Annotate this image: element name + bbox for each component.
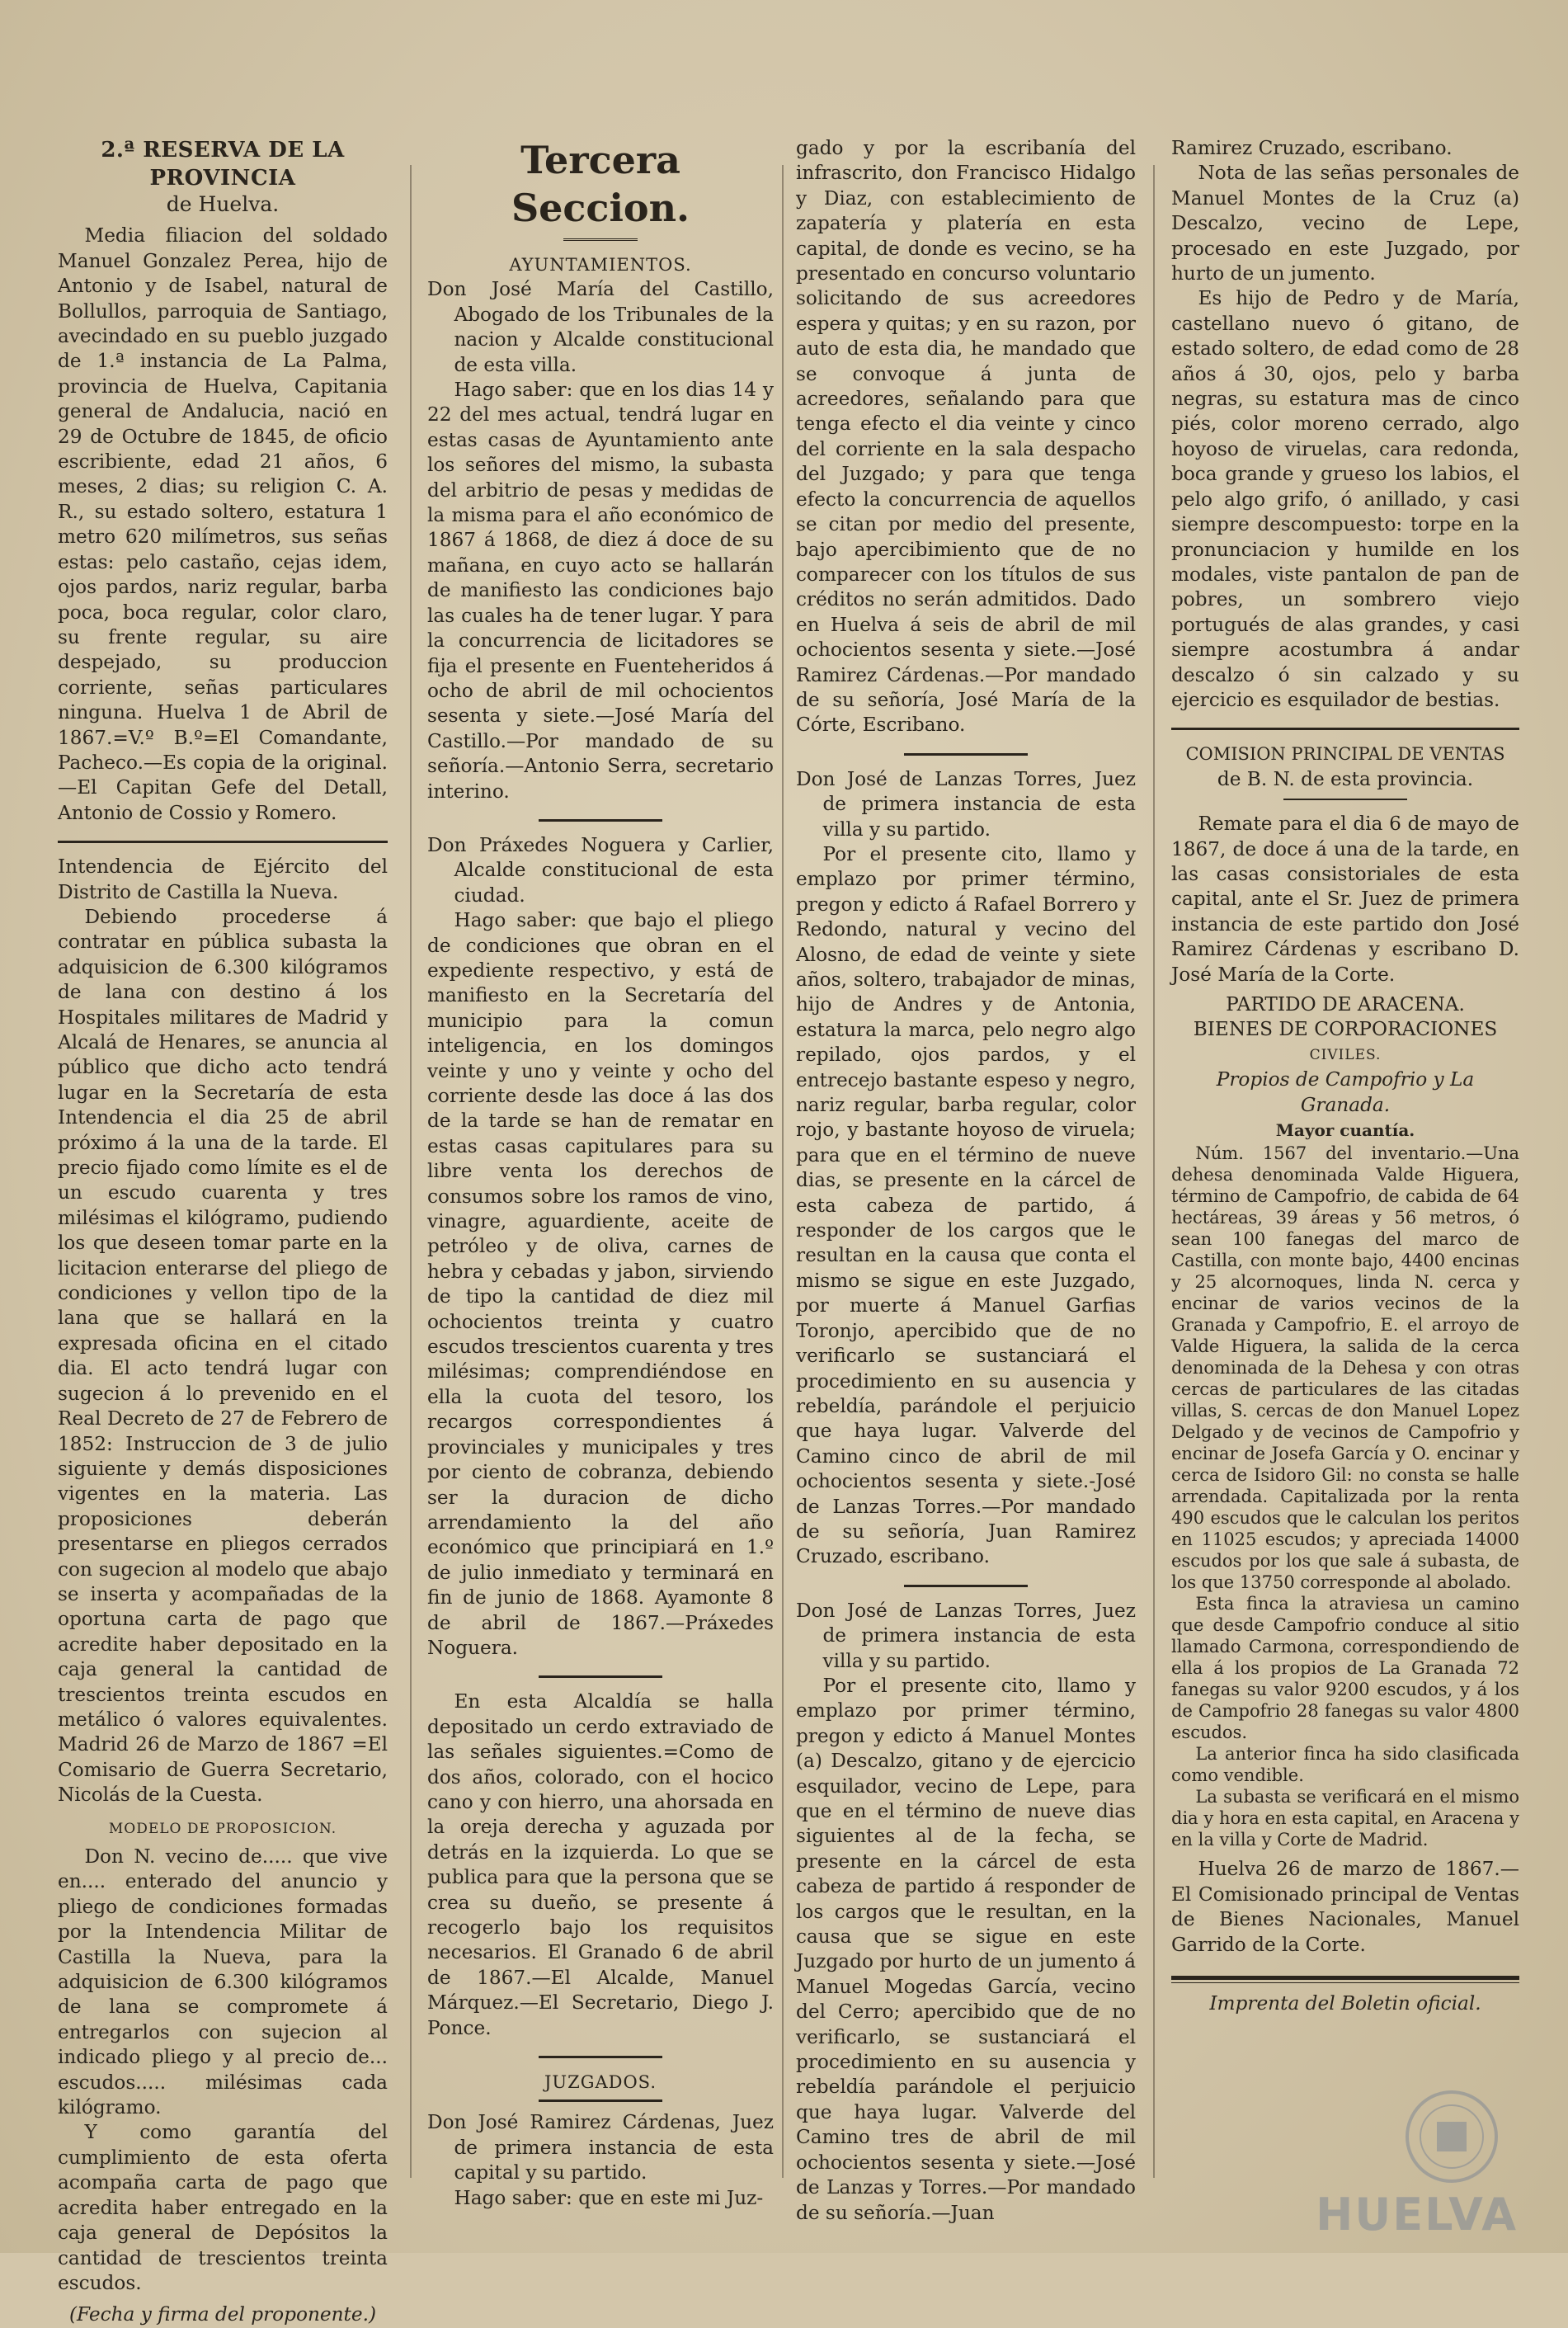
camino-text: Esta finca la atraviesa un camino que desde Campofrio conduce al sitio llamado Carmona, correspondiendo de ella á los propios de La Granada 72 fanegas su valor 9200 escudos, y á los de Campofrio 28 fanegas su valor 4800 escudos.: [1171, 1594, 1519, 1743]
ramirez-text-continued: gado y por la escribanía del infrascrito, don Francisco Hidalgo y Diaz, con establecimiento de zapatería y platería en esta capital, de donde es vecino, se ha presentado en concurso voluntario solicitando de sus acreedores espera y quitas; y en su razon, por auto de esta dia, he mandado que se convoque á junta de acreedores, señalando para que tenga efecto el dia veinte y cinco del corriente en la sala despacho del Juzgado; y para que tenga efecto la concurrencia de aquellos se citan por medio del presente, bajo apercibimiento que de no comparecer con los títulos de sus créditos no serán admitidos. Dado en Huelva á seis de abril de mil ochocientos sesenta y siete.—José Ramirez Cárdenas.—Por mandado de su señoría, José María de la Córte, Escribano.: [796, 137, 1136, 737]
partido-heading: PARTIDO DE ARACENA.: [1226, 993, 1465, 1016]
column-4: [1171, 136, 1519, 2231]
nota-heading: Nota de las señas personales de Manuel Montes de la Cruz (a) Descalzo, vecino de Lepe, procesado en este Juzgado, por hurto de un jumento.: [1171, 162, 1519, 285]
separator: [904, 1585, 1028, 1587]
reserva-title: 2.ª RESERVA DE LA PROVINCIA: [101, 138, 345, 191]
reserva-subtitle: de Huelva.: [166, 192, 280, 216]
ayuntamientos-heading: AYUNTAMIENTOS.: [509, 255, 692, 275]
imprenta-text: Imprenta del Boletin oficial.: [1209, 1992, 1481, 2015]
intendencia-heading: Intendencia de Ejército del Distrito de Castilla la Nueva.: [58, 855, 388, 903]
mayor-cuantia-heading: Mayor cuantía.: [1275, 1120, 1415, 1141]
separator: [904, 753, 1028, 756]
subasta-text: La subasta se verificará en el mismo dia y hora en esta capital, en Aracena y en la villa y Corte de Madrid.: [1171, 1787, 1519, 1850]
lanzas-text-2: Por el presente cito, llamo y emplazo por primer término, pregon y edicto á Manuel Montes (a) Descalzo, gitano y de ejercicio esquilador, vecino de Lepe, para que en el término de nueve dias siguientes al de la fecha, se presente en la cárcel de esta cabeza de partido á responder de los cargos que le resultan, en la causa que se sigue en este Juzgado por hurto de un jumento á Manuel Mogedas García, vecino del Cerro; apercibido que de no verificarlo, se sustanciará el procedimiento en su ausencia y rebeldía parándole el perjuicio que haya lugar. Valverde del Camino tres de abril de mil ochocientos sesenta y siete.—José de Lanzas y Torres.—Por mandado de su señoría.—Juan: [796, 1674, 1136, 2224]
modelo-signature: (Fecha y firma del proponente.): [69, 2303, 376, 2326]
propios-heading: Propios de Campofrio y La Granada.: [1216, 1068, 1475, 1116]
column-2: [427, 136, 774, 2231]
column-rule: [782, 165, 784, 2178]
separator: [58, 841, 388, 843]
library-stamp-icon: [1316, 2087, 1518, 2244]
filiacion-text: Media filiacion del soldado Manuel Gonzalez Perea, hijo de Antonio y de Isabel, natural de Bollullos, parroquia de Santiago, avecindado en su pueblo juzgado de 1.ª instancia de La Palma, provincia de Huelva, Capitania general de Andalucia, nació en 29 de Octubre de 1845, de oficio escribiente, edad 21 años, 6 meses, 2 dias; su religion C. A. R., su estado soltero, estatura 1 metro 620 milímetros, sus señas estas: pelo castaño, cejas idem, ojos pardos, nariz regular, barba poca, boca regular, color claro, su frente regular, su aire despejado, su produccion corriente, señas particulares ninguna. Huelva 1 de Abril de 1867.=V.º B.º=El Comandante, Pacheco.—Es copia de la original.—El Capitan Gefe del Detall, Antonio de Cossio y Romero.: [58, 224, 388, 824]
section-title: Tercera Seccion.: [511, 138, 690, 230]
column-rule: [1153, 165, 1155, 2178]
separator: [1283, 799, 1407, 800]
lanzas-heading-2: Don José de Lanzas Torres, Juez de primera instancia de esta villa y su partido.: [796, 1599, 1136, 1672]
column-3: [796, 136, 1136, 2231]
separator: [563, 238, 638, 241]
castillo-heading: Don José María del Castillo, Abogado de los Tribunales de la nacion y Alcalde constitucional de esta villa.: [427, 278, 774, 376]
vendible-text: La anterior finca ha sido clasificada como vendible.: [1171, 1744, 1519, 1786]
nota-text: Es hijo de Pedro y de María, castellano nuevo ó gitano, de estado soltero, de edad como de 28 años á 30, ojos, pelo y barba negras, su estatura mas de cinco piés, color moreno cerrado, algo hoyoso de viruelas, cara redonda, boca grande y grueso los labios, el pelo algo grifo, ó anillado, y casi siempre descompuesto: torpe en la pronunciacion y humilde en los modales, viste pantalon de pan de pobres, un sombrero viejo portugués de alas grandes, y casi siempre acostumbra á andar descalzo ó sin calzado y su ejercicio es esquilador de bestias.: [1171, 287, 1519, 711]
firma-text: Huelva 26 de marzo de 1867.—El Comisionado principal de Ventas de Bienes Nacionales, Manuel Garrido de la Corte.: [1171, 1858, 1519, 1956]
modelo-heading: MODELO DE PROPOSICION.: [108, 1820, 337, 1837]
separator: [539, 2099, 662, 2102]
civiles-heading: CIVILES.: [1309, 1046, 1382, 1063]
noguera-heading: Don Práxedes Noguera y Carlier, Alcalde constitucional de esta ciudad.: [427, 833, 774, 907]
column-rule: [410, 165, 412, 2178]
lanzas-heading-1: Don José de Lanzas Torres, Juez de primera instancia de esta villa y su partido.: [796, 767, 1136, 841]
lanzas-text-1: Por el presente cito, llamo y emplazo por primer término, pregon y edicto á Rafael Borrero y Redondo, natural y vecino del Alosno, de edad de veinte y siete años, soltero, trabajador de minas, hijo de Andres y de Antonia, estatura la marca, pelo negro algo repilado, ojos pardos, y el entrecejo bastante espeso y negro, nariz regular, barba regular, color rojo, y bastante hoyoso de viruela; para que en el término de nueve dias, se presente en la cárcel de esta cabeza de partido, á responder de los cargos que le resultan en la causa que conta el mismo se sigue en este Juzgado, por muerte á Manuel Garfias Toronjo, apercibido que de no verificarlo se sustanciará el procedimiento en su ausencia y rebeldía, parándole el perjuicio que haya lugar. Valverde del Camino cinco de abril de mil ochocientos sesenta y siete.-José de Lanzas Torres.—Por mandado de su señoría, Juan Ramirez Cruzado, escribano.: [796, 842, 1136, 1568]
stamp-text: HUELVA: [1316, 2189, 1518, 2241]
separator: [539, 2056, 662, 2058]
finca-text: Núm. 1567 del inventario.—Una dehesa denominada Valde Higuera, término de Campofrio, de cabida de 64 hectáreas, 39 áreas y 56 metros, ó sean 100 fanegas del marco de Castilla, con monte bajo, 4400 encinas y 25 alcornoques, linda N. cerca y encinar de varios vecinos de la Granada y Campofrio, E. el arroyo de Valde Higuera, la salida de la cerca denominada de la Dehesa y con otras cercas de particulares de las citadas villas, S. cercas de don Manuel Lopez Delgado y de vecinos de Campofrio y encinar de Josefa García y O. encinar y cerca de Isidoro Gil: no consta se halle arrendada. Capitalizada por la renta 490 escudos que le calculan los peritos en 11025 escudos; y apreciada 14000 escudos por los que sale á subasta, de los que 13750 corresponde al abolado.: [1171, 1143, 1519, 1593]
separator: [539, 1675, 662, 1678]
juzgados-heading: JUZGADOS.: [544, 2072, 657, 2093]
ramirez-heading: Don José Ramirez Cárdenas, Juez de primera instancia de esta capital y su partido.: [427, 2111, 774, 2184]
granado-text: En esta Alcaldía se halla depositado un cerdo extraviado de las señales siguientes.=Como de dos años, colorado, con el hocico cano y con hierro, una ahorsada en la oreja derecha y aguzada por detrás en la izquierda. Lo que se publica para que la persona que se crea su dueño, se presente á recogerlo bajo los requisitos necesarios. El Granado 6 de abril de 1867.—El Alcalde, Manuel Márquez.—El Secretario, Diego J. Ponce.: [427, 1690, 774, 2039]
modelo-text-2: Y como garantía del cumplimiento de esta oferta acompaña carta de pago que acredita haber entregado en la caja general de Depósitos la cantidad de trescientos treinta escudos.: [58, 2121, 388, 2294]
footer-rule: [1171, 1976, 1519, 1983]
comision-heading: COMISION PRINCIPAL DE VENTAS: [1185, 744, 1505, 765]
bienes-heading: BIENES DE CORPORACIONES: [1193, 1018, 1498, 1041]
lanzas-text-2-continued: Ramirez Cruzado, escribano.: [1171, 137, 1453, 159]
ramirez-text: Hago saber: que en este mi Juz-: [454, 2186, 764, 2209]
column-1: [58, 136, 388, 2326]
remate-text: Remate para el dia 6 de mayo de 1867, de doce á una de la tarde, en las casas consistoriales de esta capital, ante el Sr. Juez de primera instancia de este partido don José Ramirez Cárdenas y escribano D. José María de la Corte.: [1171, 813, 1519, 986]
modelo-text-1: Don N. vecino de..... que vive en.... enterado del anuncio y pliego de condiciones formadas por la Intendencia Militar de Castilla la Nueva, para la adquisicion de 6.300 kilógramos de lana se compromete á entregarlos con sujecion al indicado pliego y al precio de... escudos..... milésimas cada kilógramo.: [58, 1845, 388, 2119]
castillo-text: Hago saber: que en los dias 14 y 22 del mes actual, tendrá lugar en estas casas de Ayuntamiento ante los señores del mismo, la subasta del arbitrio de pesas y medidas de la misma para el año económico de 1867 á 1868, de diez á doce de su mañana, en cuyo acto se hallarán de manifiesto las condiciones bajo las cuales ha de tener lugar. Y para la concurrencia de licitadores se fija el presente en Fuenteheridos á ocho de abril de mil ochocientos sesenta y siete.—José María del Castillo.—Por mandado de su señoría.—Antonio Serra, secretario interino.: [427, 379, 774, 803]
intendencia-text: Debiendo procederse á contratar en pública subasta la adquisicion de 6.300 kilógramos de lana con destino á los Hospitales militares de Madrid y Alcalá de Henares, se anuncia al público que dicho acto tendrá lugar en la Secretaría de esta Intendencia el dia 25 de abril próximo á la una de la tarde. El precio fijado como límite es el de un escudo cuarenta y tres milésimas el kilógramo, pudiendo los que deseen tomar parte en la licitacion enterarse del pliego de condiciones y vellon tipo de la lana que se hallará en la expresada oficina en el citado dia. El acto tendrá lugar con sugecion á lo prevenido en el Real Decreto de 27 de Febrero de 1852: Instruccion de 3 de julio siguiente y demás disposiciones vigentes en la materia. Las proposiciones deberán presentarse en pliegos cerrados con sugecion al modelo que abajo se inserta y acompañadas de la oportuna carta de pago que acredite haber depositado en la caja general la cantidad de trescientos treinta escudos en metálico ó valores equivalentes. Madrid 26 de Marzo de 1867 =El Comisario de Guerra Secretario, Nicolás de la Cuesta.: [58, 905, 388, 1807]
comision-subheading: de B. N. de esta provincia.: [1217, 767, 1474, 790]
separator: [539, 819, 662, 822]
separator: [1171, 728, 1519, 730]
noguera-text: Hago saber: que bajo el pliego de condiciones que obran en el expediente respectivo, y está de manifiesto en la Secretaría del municipio para la comun inteligencia, en los domingos veinte y uno y veinte y ocho del corriente desde las doce á las dos de la tarde se han de rematar en estas casas capitulares para su libre venta los derechos de consumos sobre los ramos de vino, vinagre, aguardiente, aceite de petróleo y de oliva, carnes de hebra y cebadas y jabon, sirviendo de tipo la cantidad de diez mil ochocientos treinta y cuatro escudos trescientos cuarenta y tres milésimas; comprendiéndose en ella la cuota del tesoro, los recargos correspondientes á provinciales y municipales y tres por ciento de cobranza, debiendo ser la duracion de dicho arrendamiento la del año económico que principiará en 1.º de julio inmediato y terminará en fin de junio de 1868. Ayamonte 8 de abril de 1867.—Práxedes Noguera.: [427, 909, 774, 1659]
